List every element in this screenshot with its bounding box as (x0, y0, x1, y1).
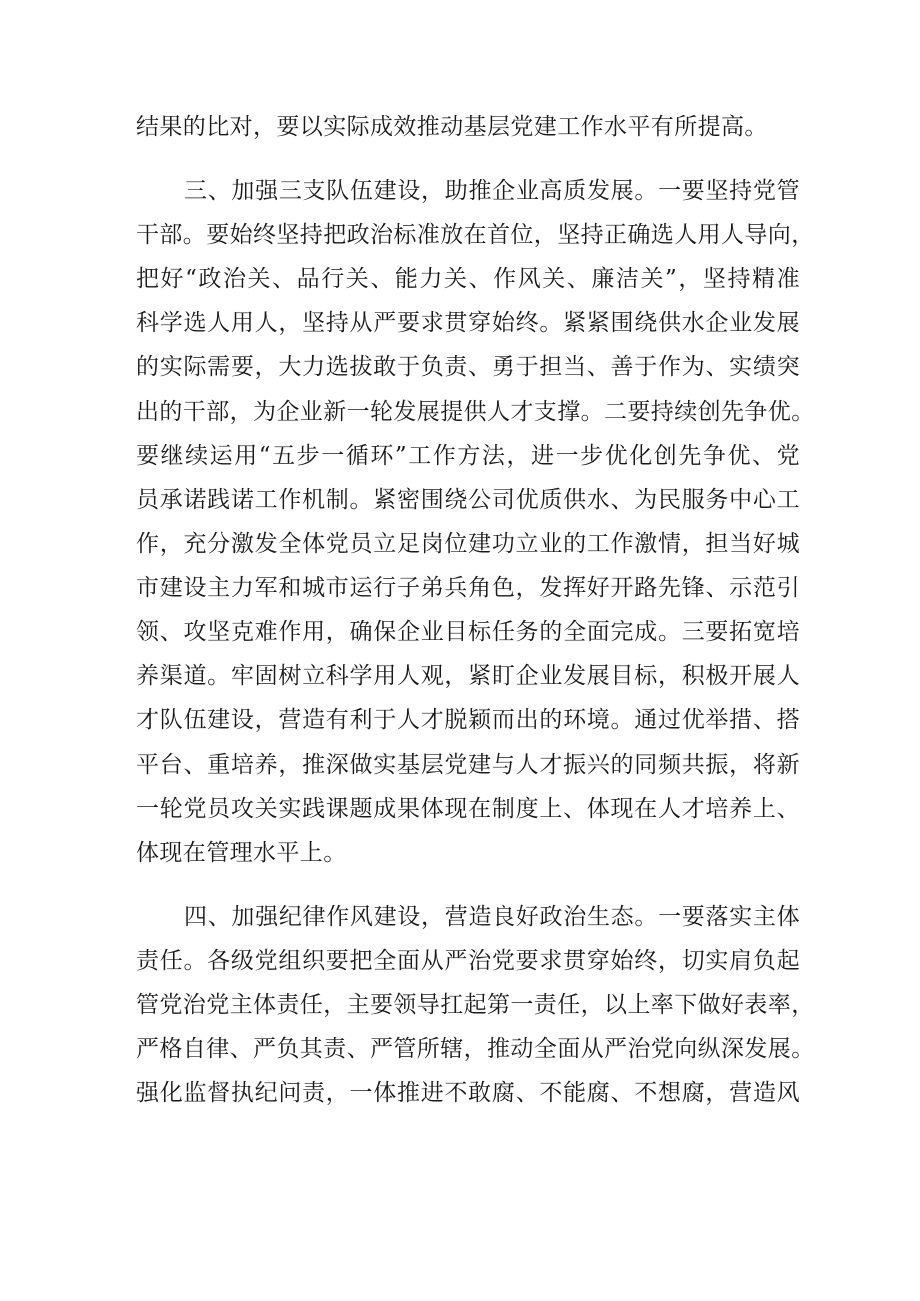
text-line-2: 三、加强三支队伍建设，助推企业高质发展。一要坚持党管 (184, 178, 800, 204)
text-line-8: 要继续运用“五步一循环”工作方法，进一步优化创先争优、党 (136, 443, 800, 469)
text-line-20: 管党治党主体责任，主要领导扛起第一责任，以上率下做好表率， (136, 992, 815, 1018)
text-line-22: 强化监督执纪问责，一体推进不敢腐、不能腐、不想腐，营造风 (136, 1080, 800, 1106)
text-line-16: 一轮党员攻关实践课题成果体现在制度上、体现在人才培养上、 (136, 796, 800, 822)
text-line-18: 四、加强纪律作风建设，营造良好政治生态。一要落实主体 (184, 904, 800, 930)
text-line-14: 才队伍建设，营造有利于人才脱颖而出的环境。通过优举措、搭 (136, 707, 800, 733)
text-line-7: 出的干部，为企业新一轮发展提供人才支撑。二要持续创先争优。 (136, 399, 815, 425)
text-line-3: 干部。要始终坚持把政治标准放在首位，坚持正确选人用人导向， (136, 222, 815, 248)
text-line-17: 体现在管理水平上。 (136, 840, 347, 866)
text-line-11: 市建设主力军和城市运行子弟兵角色，发挥好开路先锋、示范引 (136, 575, 800, 601)
text-line-6: 的实际需要，大力选拔敢于负责、勇于担当、善于作为、实绩突 (136, 354, 800, 380)
text-line-15: 平台、重培养，推深做实基层党建与人才振兴的同频共振，将新 (136, 752, 800, 778)
text-line-13: 养渠道。牢固树立科学用人观，紧盯企业发展目标，积极开展人 (136, 663, 800, 689)
text-line-12: 领、攻坚克难作用，确保企业目标任务的全面完成。三要拓宽培 (136, 619, 800, 645)
text-line-10: 作，充分激发全体党员立足岗位建功立业的工作激情，担当好城 (136, 531, 800, 557)
text-line-4: 把好“政治关、品行关、能力关、作风关、廉洁关”，坚持精准 (136, 266, 800, 292)
text-line-9: 员承诺践诺工作机制。紧密围绕公司优质供水、为民服务中心工 (136, 487, 800, 513)
text-line-5: 科学选人用人，坚持从严要求贯穿始终。紧紧围绕供水企业发展 (136, 310, 800, 336)
text-line-19: 责任。各级党组织要把全面从严治党要求贯穿始终，切实肩负起 (136, 948, 800, 974)
text-line-21: 严格自律、严负其责、严管所辖，推动全面从严治党向纵深发展。 (136, 1036, 815, 1062)
text-line-1: 结果的比对，要以实际成效推动基层党建工作水平有所提高。 (136, 114, 768, 140)
